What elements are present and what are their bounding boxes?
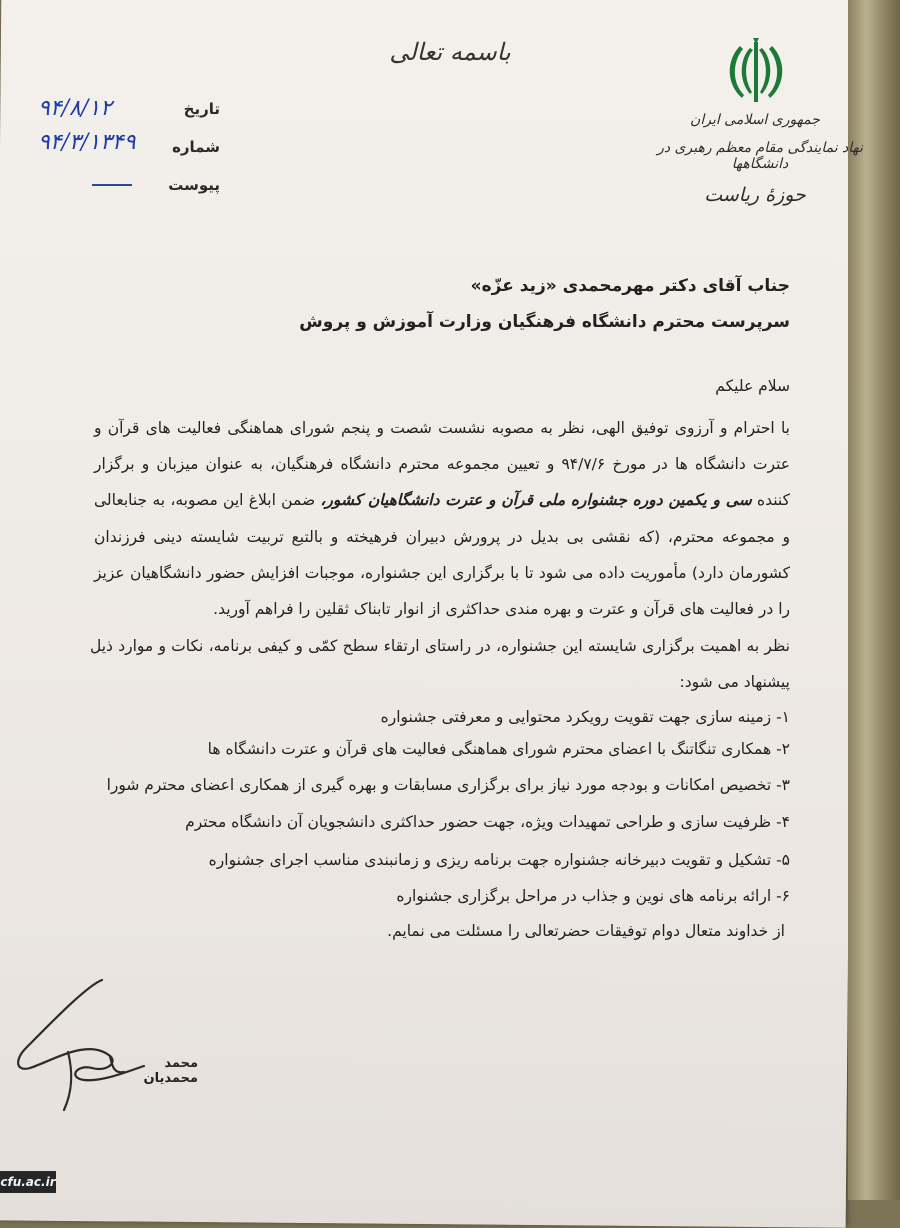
list-item — [396, 887, 790, 905]
paragraph-2: نظر به اهمیت برگزاری شایسته این جشنواره، در راستای ارتقاء سطح کمّی و کیفی برنامه، نکات و موارد ذیل پیشنهاد می شود: — [90, 637, 790, 691]
recipient-title: سرپرست محترم دانشگاه فرهنگیان وزارت آموزش و پروش — [299, 312, 790, 332]
paragraph-1-before: با احترام و آرزوی توفیق الهی، نظر به مصوبه نشست شصت و پنجم شورای هماهنگی فعالیت های قرآن و عترت دانشگاه ها در مورخ ۹۴/۷/۶ و تعیین مجموعه محترم دانشگاه فرهنگیان، به عنوان میزبان و برگزار کننده — [94, 419, 791, 510]
item-number: ۵- — [776, 851, 790, 869]
list-item — [208, 740, 790, 758]
recipient-name: جناب آقای دکتر مهرمحمدی «زید عزّه» — [470, 276, 790, 296]
item-number: ۳- — [776, 776, 790, 794]
paragraph-1 — [94, 410, 790, 627]
list-item — [209, 851, 790, 869]
item-text: زمینه سازی جهت تقویت رویکرد محتوایی و معرفتی جشنواره — [380, 708, 772, 726]
bismillah-heading: باسمه تعالی — [389, 38, 511, 66]
item-number: ۲- — [776, 740, 790, 758]
greeting: سلام علیکم — [715, 377, 790, 395]
item-text: ارائه برنامه های نوین و جذاب در مراحل برگزاری جشنواره — [396, 887, 772, 905]
item-number: ۶- — [776, 887, 790, 905]
number-label: شماره — [172, 138, 220, 156]
attachment-label: پیوست — [168, 176, 220, 194]
item-number: ۱- — [776, 708, 790, 726]
signer-name: محمد محمدیان — [143, 1056, 198, 1086]
org-unit: حوزهٔ ریاست — [704, 184, 806, 206]
iran-emblem-icon — [720, 36, 792, 112]
date-value: ۹۴/۸/۱۲ — [38, 96, 112, 121]
item-text: همکاری تنگاتنگ با اعضای محترم شورای هماهنگی فعالیت های قرآن و عترت دانشگاه ها — [207, 740, 772, 758]
festival-name: سی و یکمین دوره جشنواره ملی قرآن و عترت دانشگاهیان کشور، — [320, 491, 752, 510]
site-watermark: cfu.ac.ir — [0, 1171, 56, 1193]
number-value: ۹۴/۳/۱۳۴۹ — [38, 130, 136, 155]
item-text: تخصیص امکانات و بودجه مورد نیاز برای برگزاری مسابقات و بهره گیری از همکاری اعضای محترم شورا — [106, 776, 772, 794]
list-item — [185, 813, 790, 831]
list-item — [107, 776, 790, 794]
paragraph-1-after: ضمن ابلاغ این مصوبه، به جنابعالی و مجموعه محترم، (که نقشی بی بدیل در پرورش دبیران فرهیخته و بالتبع تربیت شایسته دینی فرزندان کشورمان دارد) مأموریت داده می شود تا با برگزاری این جشنواره، موجبات افزایش حضور دانشگاهیان عزیز را در فعالیت های قرآن و عترت و بهره مندی حداکثری از انوار تابناک ثقلین را فراهم آورید. — [94, 491, 790, 619]
item-text: ظرفیت سازی و طراحی تمهیدات ویژه، جهت حضور حداکثری دانشجویان آن دانشگاه محترم — [185, 813, 772, 831]
org-country: جمهوری اسلامی ایران — [690, 112, 820, 128]
list-item — [381, 708, 790, 726]
item-text: تشکیل و تقویت دبیرخانه جشنواره جهت برنامه ریزی و زمانبندی مناسب اجرای جشنواره — [208, 851, 772, 869]
org-name: نهاد نمایندگی مقام معظم رهبری در دانشگاهها — [657, 140, 863, 172]
date-label: تاریخ — [183, 100, 220, 118]
closing-line: از خداوند متعال دوام توفیقات حضرتعالی را مسئلت می نمایم. — [387, 922, 785, 940]
item-number: ۴- — [776, 813, 790, 831]
attachment-dash — [92, 184, 132, 186]
signature-scribble — [6, 968, 156, 1122]
